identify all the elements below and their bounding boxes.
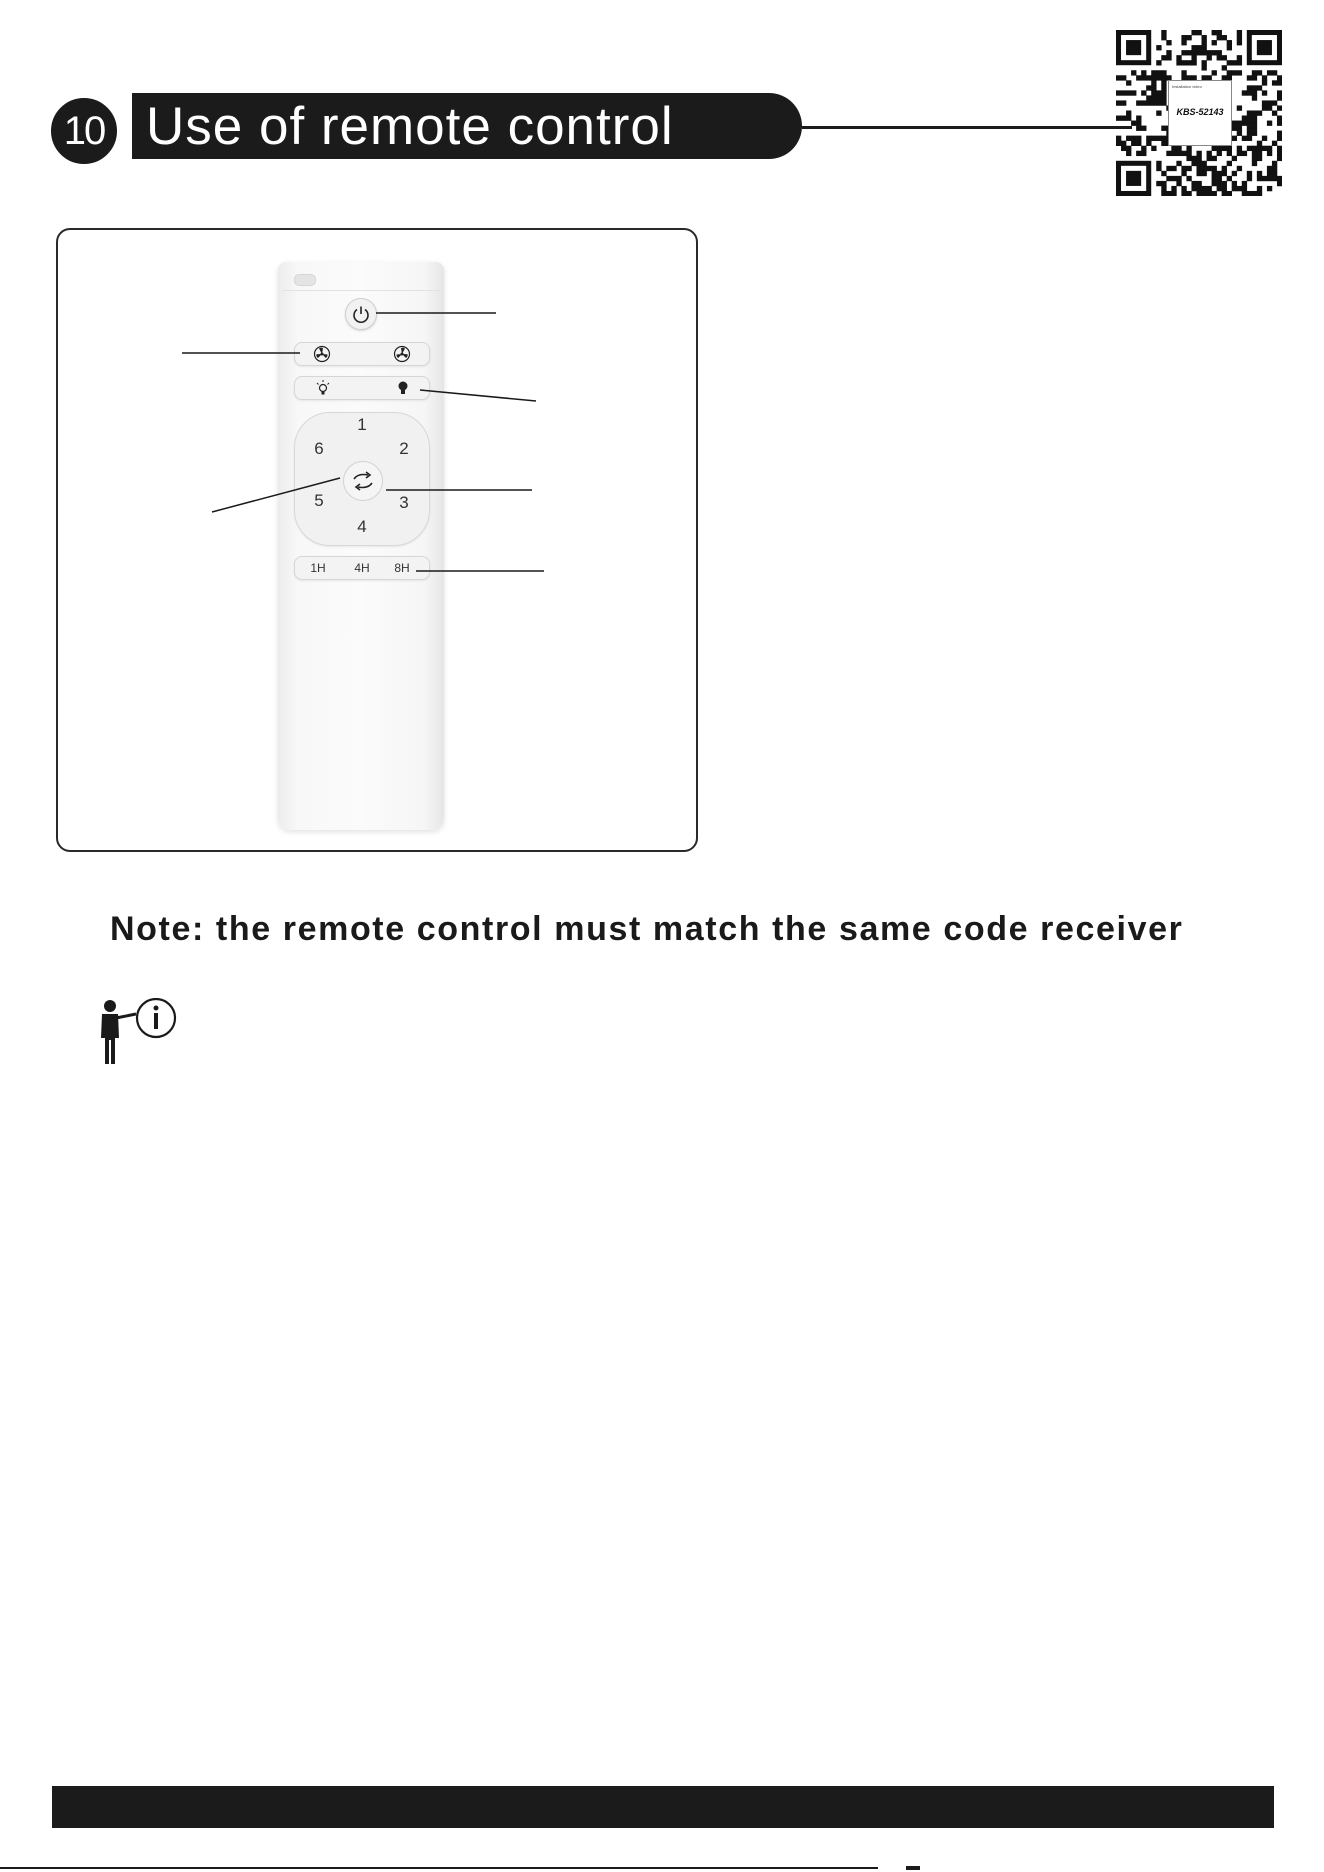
speed-button-4[interactable]: 4 [357, 517, 367, 536]
footer-mark [906, 1866, 920, 1870]
footer-rule [0, 1867, 878, 1869]
speed-button-3[interactable]: 3 [399, 493, 409, 512]
speed-button-2[interactable]: 2 [399, 439, 409, 458]
section-number: 10 [48, 95, 120, 167]
qr-label-caption: Installation video [1172, 84, 1202, 89]
note-text: Note: the remote control must match the same code receiver [110, 910, 1184, 948]
timer-4h-button[interactable]: 4H [354, 561, 370, 575]
footer-bar [52, 1786, 1274, 1828]
timer-1h-button[interactable]: 1H [310, 561, 326, 575]
timer-8h-button[interactable]: 8H [394, 561, 410, 575]
callout-light [420, 390, 536, 401]
callout-reverse [212, 478, 340, 512]
info-person-icon [94, 998, 186, 1066]
qr-model-number: KBS-52143 [1176, 107, 1224, 117]
speed-button-5[interactable]: 5 [314, 491, 324, 510]
section-title: Use of remote control [146, 97, 674, 156]
callout-lines [0, 0, 1324, 900]
speed-button-1[interactable]: 1 [357, 415, 367, 434]
speed-button-6[interactable]: 6 [314, 439, 324, 458]
